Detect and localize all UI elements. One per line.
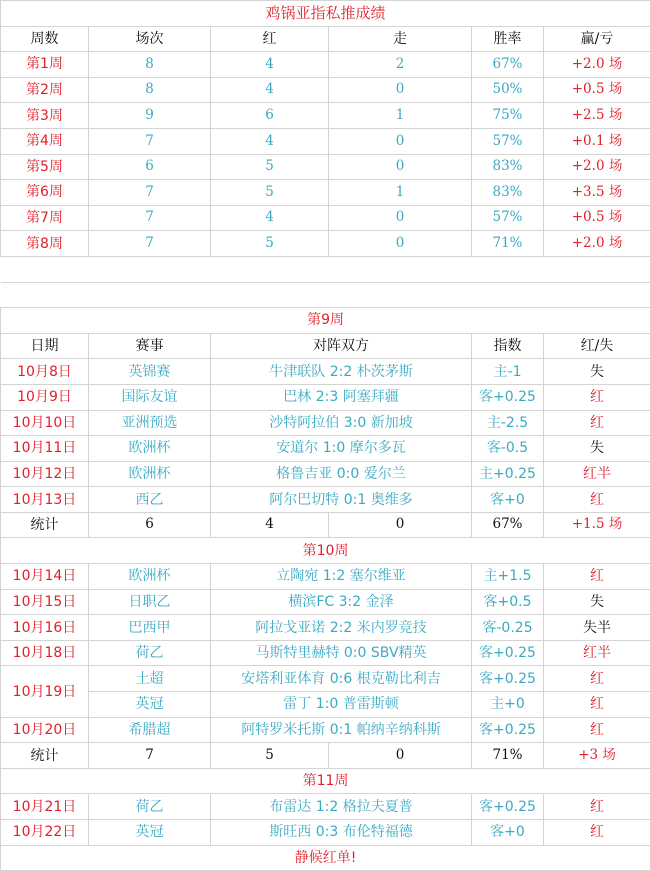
- stats-row: [1, 743, 650, 769]
- match-league: 希腊超: [89, 717, 211, 743]
- stats-row: [1, 512, 650, 538]
- match-row: [1, 794, 650, 820]
- spacer-row: [1, 256, 650, 282]
- match-teams: 雷丁 1:0 普雷斯顿: [211, 692, 472, 718]
- stats-draws: 0: [329, 743, 472, 769]
- match-league: 荷乙: [89, 640, 211, 666]
- matches-count: 7: [89, 205, 211, 231]
- week-label: 第2周: [1, 77, 89, 103]
- match-odds: 主-1: [472, 359, 544, 385]
- match-teams: 安道尔 1:0 摩尔多瓦: [211, 436, 472, 462]
- match-date: 10月14日: [1, 564, 89, 590]
- match-row: [1, 436, 650, 462]
- match-teams: 阿尔巴切特 0:1 奥维多: [211, 487, 472, 513]
- match-result: 红: [544, 564, 650, 590]
- match-teams: 马斯特里赫特 0:0 SBV精英: [211, 640, 472, 666]
- stats-wins: 5: [211, 743, 329, 769]
- match-odds: 客-0.25: [472, 615, 544, 641]
- match-league: 荷乙: [89, 794, 211, 820]
- match-result: 红: [544, 820, 650, 846]
- wins-count: 5: [211, 231, 329, 257]
- match-result: 红: [544, 794, 650, 820]
- stats-winrate: 71%: [472, 743, 544, 769]
- match-row: [1, 820, 650, 846]
- match-teams: 牛津联队 2:2 朴茨茅斯: [211, 359, 472, 385]
- match-row: [1, 666, 650, 692]
- week11-title: 第11周: [1, 768, 650, 794]
- week-label: 第6周: [1, 180, 89, 206]
- match-result: 红: [544, 384, 650, 410]
- draws-count: 0: [329, 128, 472, 154]
- matches-count: 8: [89, 52, 211, 78]
- match-result: 红: [544, 717, 650, 743]
- weekly-header-row: [1, 26, 650, 52]
- stats-label: 统计: [1, 743, 89, 769]
- match-row: [1, 640, 650, 666]
- draws-count: 2: [329, 52, 472, 78]
- match-league: 国际友谊: [89, 384, 211, 410]
- match-league: 西乙: [89, 487, 211, 513]
- match-teams: 格鲁吉亚 0:0 爱尔兰: [211, 461, 472, 487]
- matches-count: 8: [89, 77, 211, 103]
- week9-title: 第9周: [1, 308, 650, 334]
- win-rate: 83%: [472, 180, 544, 206]
- match-row: [1, 410, 650, 436]
- week-label: 第7周: [1, 205, 89, 231]
- draws-count: 0: [329, 205, 472, 231]
- match-date: 10月21日: [1, 794, 89, 820]
- draws-count: 0: [329, 231, 472, 257]
- header-date: 日期: [1, 333, 89, 359]
- draws-count: 1: [329, 103, 472, 129]
- match-league: 英冠: [89, 820, 211, 846]
- match-row: [1, 359, 650, 385]
- match-result: 失半: [544, 615, 650, 641]
- match-league: 英锦赛: [89, 359, 211, 385]
- profit: +0.1 场: [544, 128, 650, 154]
- week-label: 第8周: [1, 231, 89, 257]
- matches-count: 7: [89, 180, 211, 206]
- match-date: 10月16日: [1, 615, 89, 641]
- match-teams: 横滨FC 3:2 金泽: [211, 589, 472, 615]
- profit: +2.0 场: [544, 154, 650, 180]
- wins-count: 5: [211, 180, 329, 206]
- stats-matches: 6: [89, 512, 211, 538]
- weekly-row: [1, 103, 650, 129]
- match-teams: 斯旺西 0:3 布伦特福德: [211, 820, 472, 846]
- win-rate: 83%: [472, 154, 544, 180]
- match-league: 英冠: [89, 692, 211, 718]
- match-date: 10月19日: [1, 666, 89, 717]
- wins-count: 5: [211, 154, 329, 180]
- header-draws: 走: [329, 26, 472, 52]
- header-matches: 场次: [89, 26, 211, 52]
- match-row: [1, 589, 650, 615]
- match-row: [1, 384, 650, 410]
- match-result: 红半: [544, 640, 650, 666]
- header-matchup: 对阵双方: [211, 333, 472, 359]
- stats-profit: +3 场: [544, 743, 650, 769]
- match-date: 10月15日: [1, 589, 89, 615]
- stats-winrate: 67%: [472, 512, 544, 538]
- match-date: 10月11日: [1, 436, 89, 462]
- weekly-row: [1, 77, 650, 103]
- match-teams: 布雷达 1:2 格拉夫夏普: [211, 794, 472, 820]
- week-label: 第5周: [1, 154, 89, 180]
- weekly-row: [1, 180, 650, 206]
- header-wins: 红: [211, 26, 329, 52]
- draws-count: 0: [329, 154, 472, 180]
- match-date: 10月22日: [1, 820, 89, 846]
- match-result: 失: [544, 436, 650, 462]
- match-odds: 主+0.25: [472, 461, 544, 487]
- draws-count: 0: [329, 77, 472, 103]
- wins-count: 4: [211, 52, 329, 78]
- weekly-row: [1, 128, 650, 154]
- match-league: 日职乙: [89, 589, 211, 615]
- weekly-row: [1, 52, 650, 78]
- match-league: 亚洲预选: [89, 410, 211, 436]
- profit: +3.5 场: [544, 180, 650, 206]
- week-label: 第4周: [1, 128, 89, 154]
- header-winrate: 胜率: [472, 26, 544, 52]
- matches-count: 7: [89, 128, 211, 154]
- match-odds: 客+0.25: [472, 666, 544, 692]
- profit: +0.5 场: [544, 77, 650, 103]
- header-result: 红/失: [544, 333, 650, 359]
- header-profit: 赢/亏: [544, 26, 650, 52]
- match-date: 10月10日: [1, 410, 89, 436]
- win-rate: 50%: [472, 77, 544, 103]
- match-teams: 立陶宛 1:2 塞尔维亚: [211, 564, 472, 590]
- match-teams: 阿拉戈亚诺 2:2 米内罗竞技: [211, 615, 472, 641]
- win-rate: 57%: [472, 205, 544, 231]
- matches-count: 6: [89, 154, 211, 180]
- match-result: 失: [544, 359, 650, 385]
- match-row: [1, 564, 650, 590]
- match-date: 10月12日: [1, 461, 89, 487]
- weekly-row: [1, 154, 650, 180]
- wins-count: 6: [211, 103, 329, 129]
- stats-draws: 0: [329, 512, 472, 538]
- profit: +0.5 场: [544, 205, 650, 231]
- match-date: 10月8日: [1, 359, 89, 385]
- match-odds: 客+0: [472, 487, 544, 513]
- week-label: 第3周: [1, 103, 89, 129]
- wins-count: 4: [211, 77, 329, 103]
- match-league: 欧洲杯: [89, 436, 211, 462]
- spacer-row: [1, 282, 650, 308]
- match-teams: 阿特罗米托斯 0:1 帕纳辛纳科斯: [211, 717, 472, 743]
- match-date: 10月9日: [1, 384, 89, 410]
- weekly-row: [1, 205, 650, 231]
- match-result: 红: [544, 487, 650, 513]
- stats-label: 统计: [1, 512, 89, 538]
- match-header-row: [1, 333, 650, 359]
- wins-count: 4: [211, 128, 329, 154]
- win-rate: 75%: [472, 103, 544, 129]
- page-title: 鸡锅亚指私推成绩: [1, 1, 650, 27]
- profit: +2.5 场: [544, 103, 650, 129]
- win-rate: 71%: [472, 231, 544, 257]
- match-odds: 客+0.5: [472, 589, 544, 615]
- footer-note: 静候红单!: [1, 845, 650, 871]
- match-teams: 安塔利亚体育 0:6 根克勒比利吉: [211, 666, 472, 692]
- match-odds: 客+0.25: [472, 794, 544, 820]
- match-league: 土超: [89, 666, 211, 692]
- match-league: 巴西甲: [89, 615, 211, 641]
- matches-count: 9: [89, 103, 211, 129]
- match-odds: 客-0.5: [472, 436, 544, 462]
- match-result: 失: [544, 589, 650, 615]
- match-row: [1, 615, 650, 641]
- match-odds: 客+0.25: [472, 717, 544, 743]
- match-row: [1, 461, 650, 487]
- match-row: [1, 717, 650, 743]
- match-odds: 主+1.5: [472, 564, 544, 590]
- match-teams: 巴林 2:3 阿塞拜疆: [211, 384, 472, 410]
- match-odds: 客+0.25: [472, 384, 544, 410]
- win-rate: 67%: [472, 52, 544, 78]
- match-date: 10月13日: [1, 487, 89, 513]
- header-week: 周数: [1, 26, 89, 52]
- match-league: 欧洲杯: [89, 564, 211, 590]
- match-odds: 主+0: [472, 692, 544, 718]
- stats-profit: +1.5 场: [544, 512, 650, 538]
- match-teams: 沙特阿拉伯 3:0 新加坡: [211, 410, 472, 436]
- week-label: 第1周: [1, 52, 89, 78]
- match-result: 红: [544, 692, 650, 718]
- matches-count: 7: [89, 231, 211, 257]
- header-league: 赛事: [89, 333, 211, 359]
- match-row: [1, 487, 650, 513]
- profit: +2.0 场: [544, 231, 650, 257]
- stats-wins: 4: [211, 512, 329, 538]
- match-odds: 客+0.25: [472, 640, 544, 666]
- match-date: 10月20日: [1, 717, 89, 743]
- match-result: 红: [544, 666, 650, 692]
- match-odds: 客+0: [472, 820, 544, 846]
- match-odds: 主-2.5: [472, 410, 544, 436]
- match-league: 欧洲杯: [89, 461, 211, 487]
- weekly-row: [1, 231, 650, 257]
- match-result: 红半: [544, 461, 650, 487]
- profit: +2.0 场: [544, 52, 650, 78]
- week10-title: 第10周: [1, 538, 650, 564]
- match-date: 10月18日: [1, 640, 89, 666]
- match-row: [1, 692, 650, 718]
- stats-matches: 7: [89, 743, 211, 769]
- draws-count: 1: [329, 180, 472, 206]
- header-odds: 指数: [472, 333, 544, 359]
- wins-count: 4: [211, 205, 329, 231]
- win-rate: 57%: [472, 128, 544, 154]
- match-result: 红: [544, 410, 650, 436]
